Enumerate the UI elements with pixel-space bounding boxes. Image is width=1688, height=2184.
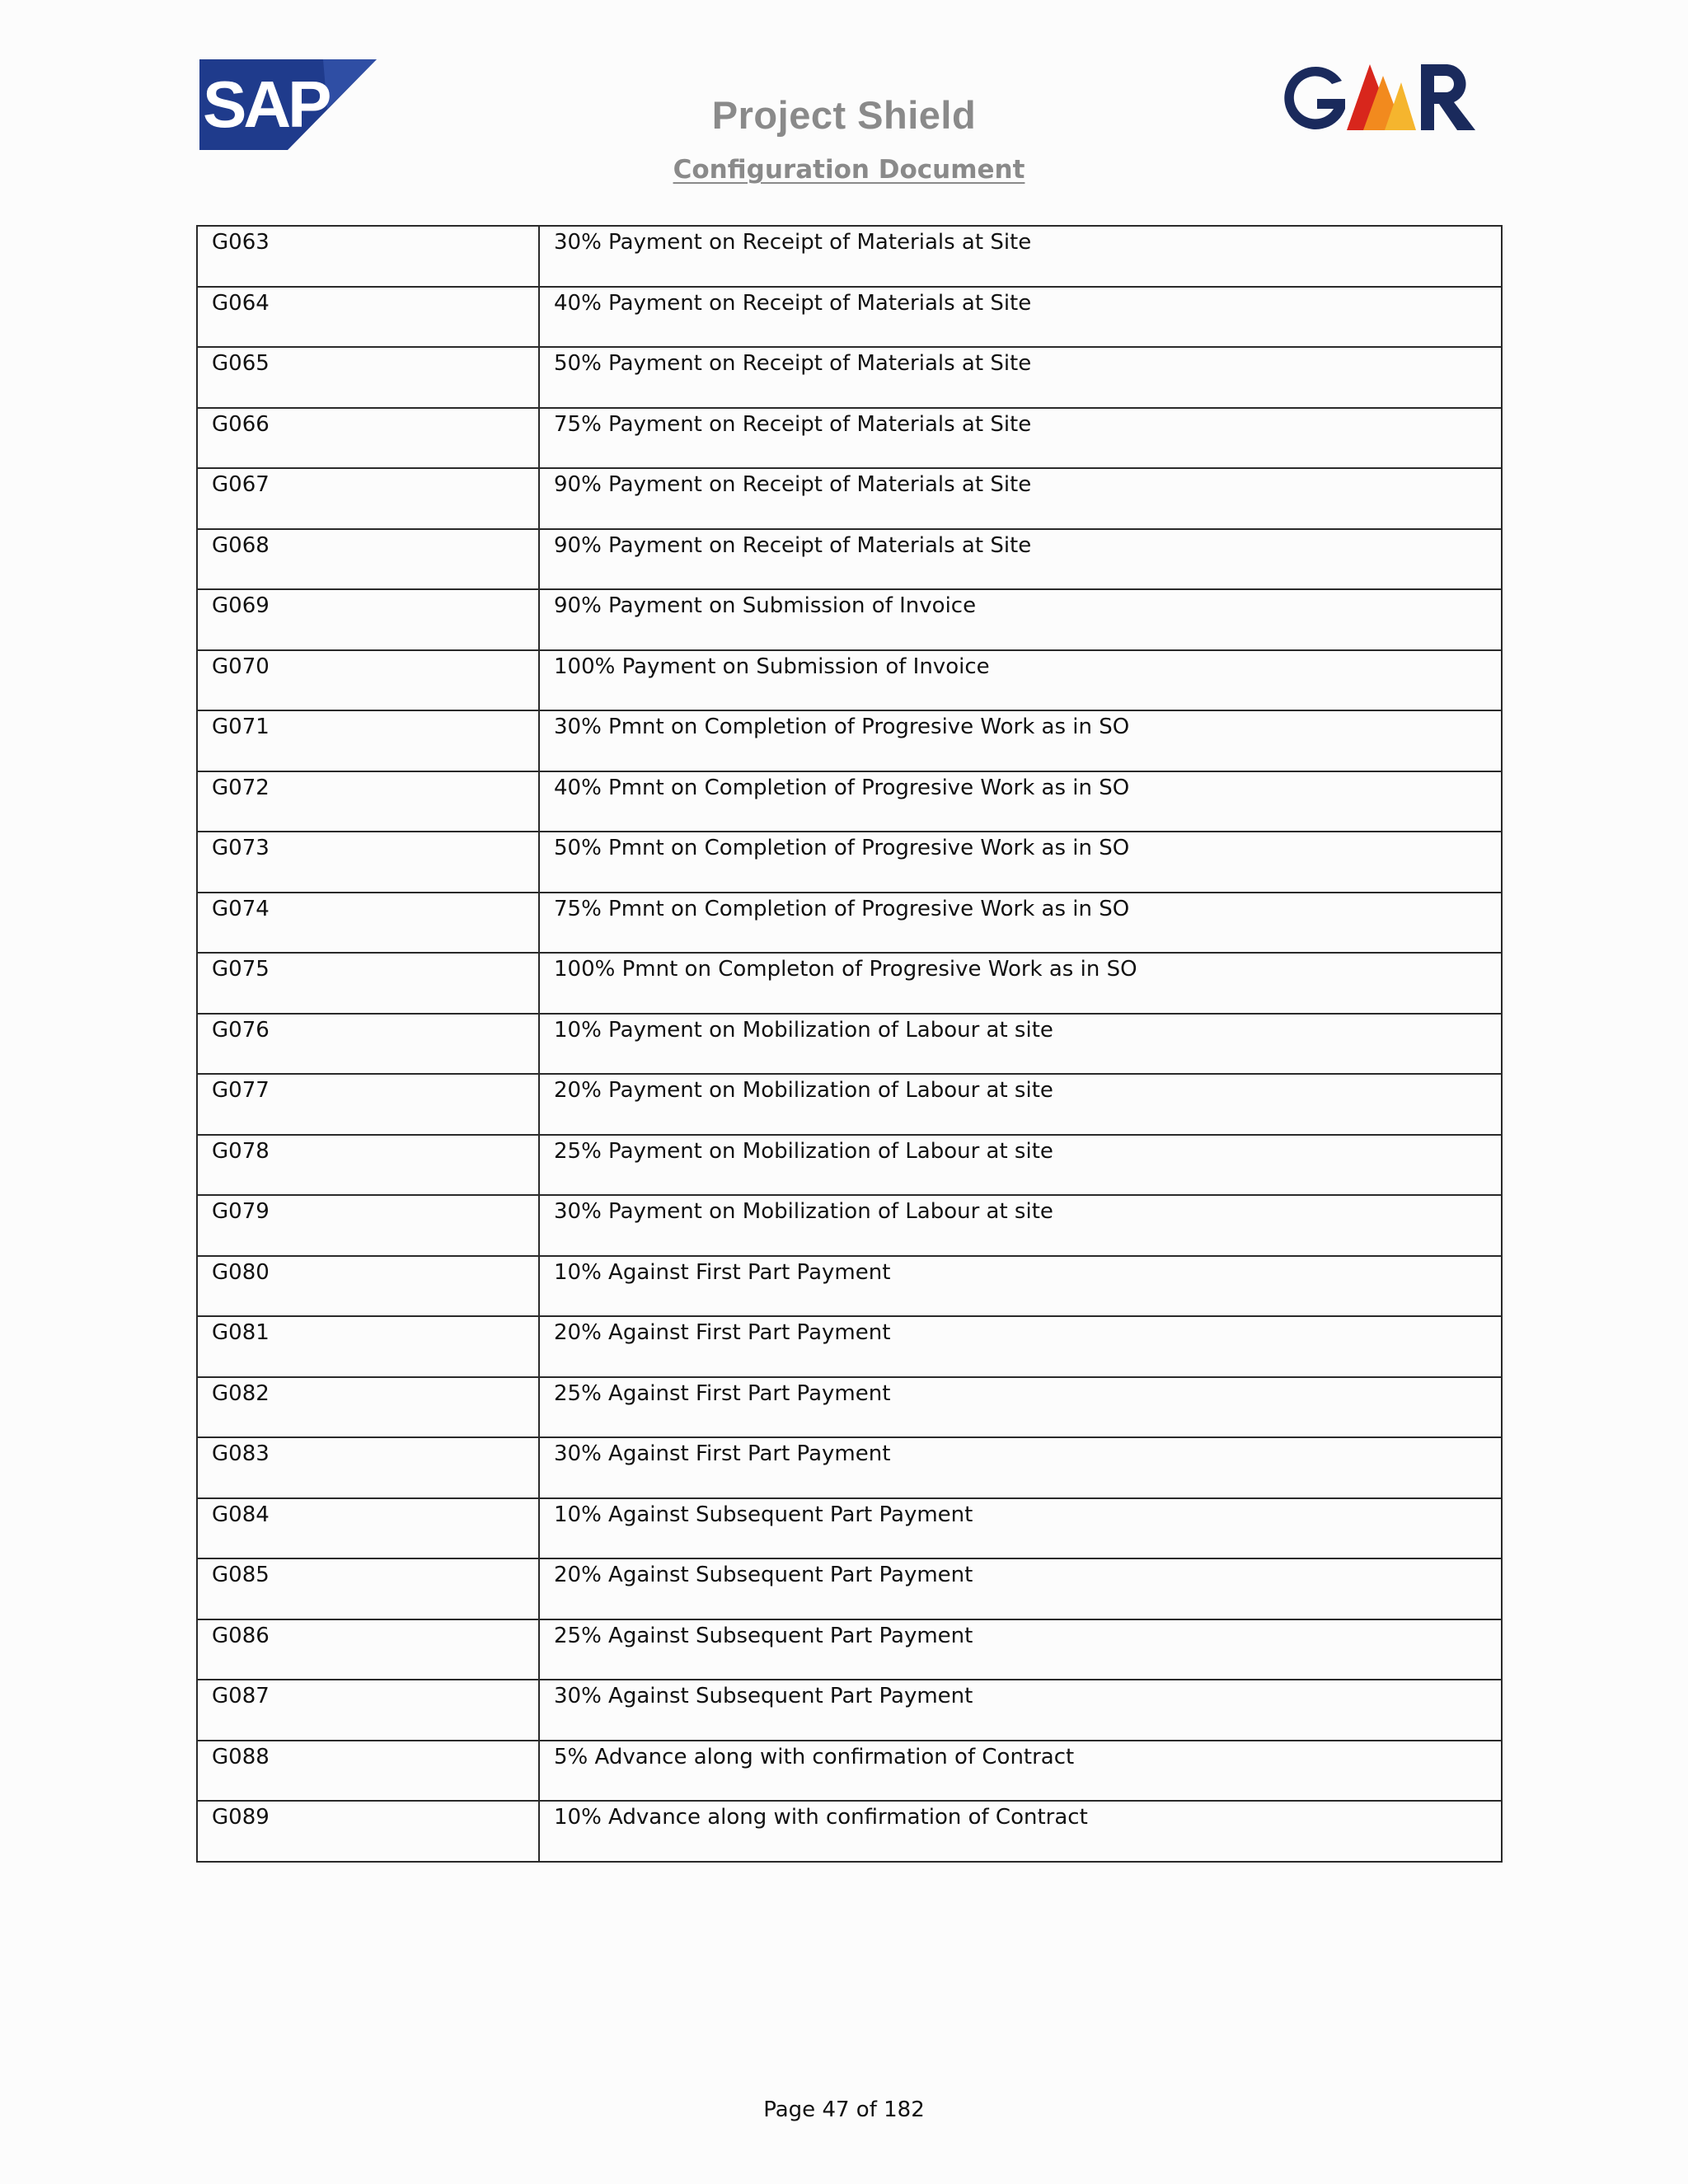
payment-term-description: 75% Pmnt on Completion of Progresive Work as in SO (554, 896, 1130, 921)
code-cell (197, 953, 539, 1014)
table-row (197, 1741, 1502, 1802)
table-row (197, 1680, 1502, 1741)
table-row (197, 650, 1502, 711)
payment-term-code: G083 (212, 1441, 270, 1466)
payment-term-code: G072 (212, 775, 270, 800)
payment-term-code: G070 (212, 654, 270, 679)
description-cell (539, 1498, 1502, 1559)
payment-term-code: G066 (212, 411, 270, 437)
description-cell (539, 1195, 1502, 1256)
code-cell (197, 650, 539, 711)
table-row (197, 1256, 1502, 1317)
description-cell (539, 347, 1502, 408)
table-row (197, 287, 1502, 348)
payment-term-description: 50% Pmnt on Completion of Progresive Work as in SO (554, 836, 1130, 860)
payment-term-code: G068 (212, 532, 270, 558)
description-cell (539, 529, 1502, 590)
payment-term-description: 40% Payment on Receipt of Materials at Site (554, 290, 1032, 316)
payment-term-description: 30% Against First Part Payment (554, 1441, 891, 1466)
table-row (197, 1074, 1502, 1135)
code-cell (197, 1437, 539, 1498)
payment-term-description: 40% Pmnt on Completion of Progresive Work as in SO (554, 775, 1130, 800)
description-cell (539, 710, 1502, 771)
payment-term-code: G075 (212, 957, 270, 982)
description-cell (539, 771, 1502, 832)
payment-term-description: 90% Payment on Receipt of Materials at Site (554, 472, 1032, 497)
payment-term-description: 20% Payment on Mobilization of Labour at site (554, 1078, 1053, 1103)
payment-term-code: G082 (212, 1380, 270, 1406)
payment-term-code: G071 (212, 715, 270, 739)
description-cell (539, 832, 1502, 893)
payment-term-code: G076 (212, 1017, 270, 1043)
code-cell (197, 1316, 539, 1377)
payment-term-description: 10% Advance along with confirmation of Contract (554, 1805, 1088, 1830)
description-cell (539, 1558, 1502, 1619)
table-row (197, 710, 1502, 771)
description-cell (539, 589, 1502, 650)
payment-term-code: G086 (212, 1623, 270, 1648)
payment-term-description: 10% Against Subsequent Part Payment (554, 1502, 973, 1527)
code-cell (197, 1377, 539, 1438)
payment-term-description: 30% Payment on Mobilization of Labour at site (554, 1199, 1053, 1224)
table-row (197, 529, 1502, 590)
payment-term-description: 100% Pmnt on Completon of Progresive Work as in SO (554, 957, 1137, 982)
payment-term-code: G067 (212, 472, 270, 497)
table-row (197, 226, 1502, 287)
payment-term-description: 10% Payment on Mobilization of Labour at site (554, 1017, 1053, 1043)
code-cell (197, 1801, 539, 1862)
payment-term-code: G073 (212, 836, 270, 860)
code-cell (197, 1558, 539, 1619)
code-cell (197, 1619, 539, 1680)
description-cell (539, 893, 1502, 954)
code-cell (197, 287, 539, 348)
payment-term-description: 30% Pmnt on Completion of Progresive Work as in SO (554, 715, 1130, 739)
payment-term-description: 30% Against Subsequent Part Payment (554, 1684, 973, 1708)
description-cell (539, 1619, 1502, 1680)
code-cell (197, 1498, 539, 1559)
description-cell (539, 1074, 1502, 1135)
description-cell (539, 1014, 1502, 1075)
gmr-logo-text: GMR (1278, 58, 1280, 59)
table-row (197, 1377, 1502, 1438)
payment-term-code: G065 (212, 351, 270, 376)
code-cell (197, 710, 539, 771)
payment-term-description: 25% Against Subsequent Part Payment (554, 1623, 973, 1648)
subtitle-text: Configuration Document (673, 155, 1025, 185)
code-cell (197, 1014, 539, 1075)
description-cell (539, 408, 1502, 469)
description-cell (539, 1377, 1502, 1438)
table-row (197, 893, 1502, 954)
description-cell (539, 1256, 1502, 1317)
code-cell (197, 226, 539, 287)
payment-term-code: G089 (212, 1805, 270, 1830)
payment-term-description: 90% Payment on Submission of Invoice (554, 593, 977, 618)
payment-term-code: G069 (212, 593, 270, 618)
payment-term-code: G085 (212, 1563, 270, 1587)
payment-term-code: G079 (212, 1199, 270, 1224)
description-cell (539, 650, 1502, 711)
page-number: Page 47 of 182 (763, 2097, 925, 2122)
table-row (197, 408, 1502, 469)
payment-term-description: 25% Against First Part Payment (554, 1380, 891, 1406)
description-cell (539, 1680, 1502, 1741)
code-cell (197, 1074, 539, 1135)
page-subtitle (0, 155, 1688, 185)
description-cell (539, 1437, 1502, 1498)
payment-term-code: G087 (212, 1684, 270, 1708)
description-cell (539, 1801, 1502, 1862)
code-cell (197, 1195, 539, 1256)
description-cell (539, 1316, 1502, 1377)
description-cell (539, 468, 1502, 529)
payment-term-description: 75% Payment on Receipt of Materials at Site (554, 411, 1032, 437)
code-cell (197, 408, 539, 469)
code-cell (197, 529, 539, 590)
payment-term-code: G084 (212, 1502, 270, 1527)
payment-term-description: 20% Against Subsequent Part Payment (554, 1563, 973, 1587)
payment-term-code: G088 (212, 1744, 270, 1769)
table-row (197, 1437, 1502, 1498)
payment-term-code: G074 (212, 896, 270, 921)
payment-term-code: G063 (212, 230, 270, 255)
table-row (197, 1014, 1502, 1075)
payment-term-description: 90% Payment on Receipt of Materials at Site (554, 532, 1032, 558)
table-body (197, 226, 1502, 1862)
payment-term-description: 20% Against First Part Payment (554, 1320, 891, 1345)
table-row (197, 771, 1502, 832)
payment-term-code: G077 (212, 1078, 270, 1103)
description-cell (539, 1135, 1502, 1196)
description-cell (539, 953, 1502, 1014)
table-row (197, 1558, 1502, 1619)
payment-term-code: G080 (212, 1259, 270, 1285)
code-cell (197, 832, 539, 893)
payment-term-description: 5% Advance along with confirmation of Contract (554, 1744, 1075, 1769)
payment-term-description: 25% Payment on Mobilization of Labour at site (554, 1138, 1053, 1164)
table-row (197, 1619, 1502, 1680)
code-cell (197, 1256, 539, 1317)
table-row (197, 468, 1502, 529)
table-row (197, 589, 1502, 650)
table-row (197, 1498, 1502, 1559)
page-title: Project Shield (711, 93, 977, 137)
payment-term-description: 50% Payment on Receipt of Materials at Site (554, 351, 1032, 376)
table-row (197, 1135, 1502, 1196)
table-row (197, 953, 1502, 1014)
code-cell (197, 893, 539, 954)
code-cell (197, 347, 539, 408)
sap-logo-text: SAP (203, 68, 329, 141)
description-cell (539, 287, 1502, 348)
description-cell (539, 226, 1502, 287)
table-row (197, 1316, 1502, 1377)
payment-term-description: 100% Payment on Submission of Invoice (554, 654, 990, 679)
code-cell (197, 771, 539, 832)
payment-term-code: G078 (212, 1138, 270, 1164)
code-cell (197, 468, 539, 529)
payment-terms-table (196, 225, 1503, 1863)
code-cell (197, 1135, 539, 1196)
payment-term-description: 10% Against First Part Payment (554, 1259, 891, 1285)
table-row (197, 832, 1502, 893)
payment-term-code: G064 (212, 290, 270, 316)
table-row (197, 347, 1502, 408)
code-cell (197, 589, 539, 650)
code-cell (197, 1680, 539, 1741)
payment-term-description: 30% Payment on Receipt of Materials at Site (554, 230, 1032, 255)
payment-term-code: G081 (212, 1320, 270, 1345)
code-cell (197, 1741, 539, 1802)
description-cell (539, 1741, 1502, 1802)
table-row (197, 1195, 1502, 1256)
table-row (197, 1801, 1502, 1862)
